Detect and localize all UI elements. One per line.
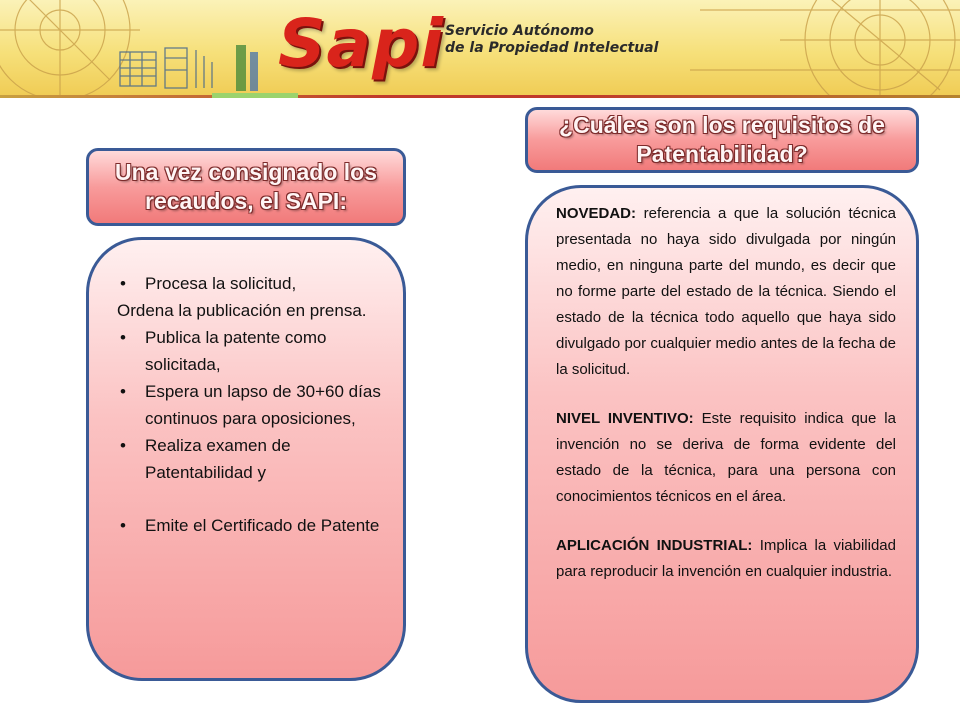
requirement-inventive-step — [556, 406, 896, 510]
logo-subtitle-line-1: Servicio Autónomo — [445, 23, 594, 39]
requirements-panel — [525, 185, 919, 703]
banner-accent-tab — [212, 93, 298, 98]
process-steps-list-2 — [117, 324, 383, 486]
step-text: Publica la patente como solicitada, — [145, 328, 327, 374]
requirement-industrial-application — [556, 533, 896, 585]
right-section-header — [525, 107, 919, 173]
process-steps-list-3 — [117, 512, 383, 539]
logo-subtitle — [445, 23, 658, 57]
requirement-text: referencia a que la solución técnica presentada no haya sido divulgada por ningún medio, en ninguna parte del mundo, es decir que no forme parte del estado de la técnica. Siendo el estado de la técnica todo aquello que haya sido divulgado por cualquier medio antes de la fecha de la solicitud. — [556, 205, 896, 378]
process-steps-panel — [86, 237, 406, 681]
bullet-icon: • — [120, 516, 126, 535]
step-item — [117, 432, 383, 486]
requirement-text: Este requisito indica que la invención no se deriva de forma evidente del estado de la técnica, para una persona con conocimientos técnicos en el área. — [556, 410, 896, 505]
header-banner — [0, 0, 960, 96]
bullet-icon: • — [120, 328, 126, 347]
right-header-text: ¿Cuáles son los requisitos de Patentabilidad? — [559, 112, 885, 167]
bullet-icon: • — [120, 274, 126, 293]
left-header-text: Una vez consignado los recaudos, el SAPI: — [115, 159, 377, 214]
requirement-text: Implica la viabilidad para reproducir la invención en cualquier industria. — [556, 537, 896, 580]
bullet-icon: • — [120, 382, 126, 401]
step-item — [117, 270, 383, 297]
logo-subtitle-line-2: de la Propiedad Intelectual — [445, 40, 659, 56]
requirement-novelty — [556, 201, 896, 383]
process-steps-list — [117, 270, 383, 297]
left-section-header — [86, 148, 406, 226]
step-continuation-text: Ordena la publicación en prensa. — [117, 301, 367, 320]
requirement-label: NIVEL INVENTIVO: — [556, 410, 694, 427]
sapi-logo: Sapi — [278, 5, 444, 82]
step-item — [117, 378, 383, 432]
step-text: Procesa la solicitud, — [145, 274, 297, 293]
banner-divider — [0, 95, 960, 98]
bullet-icon: • — [120, 436, 126, 455]
step-text: Emite el Certificado de Patente — [145, 516, 380, 535]
step-item — [117, 324, 383, 378]
step-text: Espera un lapso de 30+60 días continuos para oposiciones, — [145, 382, 381, 428]
step-text: Realiza examen de Patentabilidad y — [145, 436, 291, 482]
requirement-label: APLICACIÓN INDUSTRIAL: — [556, 537, 753, 554]
step-item — [117, 512, 383, 539]
requirement-label: NOVEDAD: — [556, 205, 637, 222]
